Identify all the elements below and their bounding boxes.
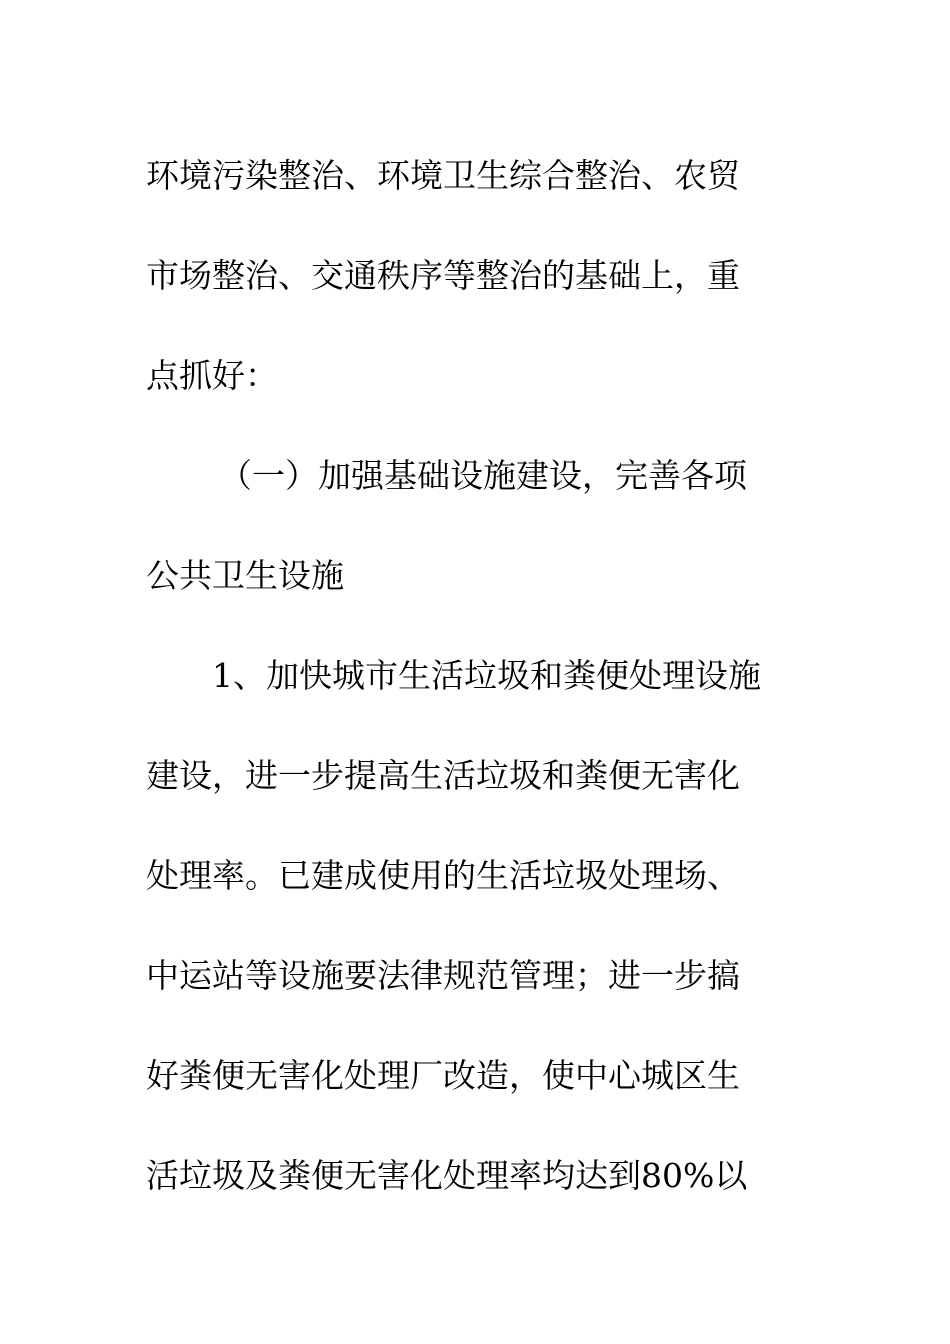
body-text [146,126,806,1226]
text-line: 点抓好： [146,356,278,395]
text-line: 中运站等设施要法律规范管理；进一步搞 [146,956,740,995]
list-item-start: 1、加快城市生活垃圾和粪便处理设施 [212,656,761,695]
text-line: 建设，进一步提高生活垃圾和粪便无害化 [146,756,740,795]
text-line: 市场整治、交通秩序等整治的基础上，重 [146,256,740,295]
section-heading: （一）加强基础设施建设，完善各项 [219,456,747,495]
text-line: 处理率。已建成使用的生活垃圾处理场、 [146,856,740,895]
text-line: 活垃圾及粪便无害化处理率均达到80%以 [146,1156,748,1195]
section-heading-continuation: 公共卫生设施 [146,556,344,595]
text-line: 环境污染整治、环境卫生综合整治、农贸 [146,156,740,195]
text-line: 好粪便无害化处理厂改造，使中心城区生 [146,1056,740,1095]
